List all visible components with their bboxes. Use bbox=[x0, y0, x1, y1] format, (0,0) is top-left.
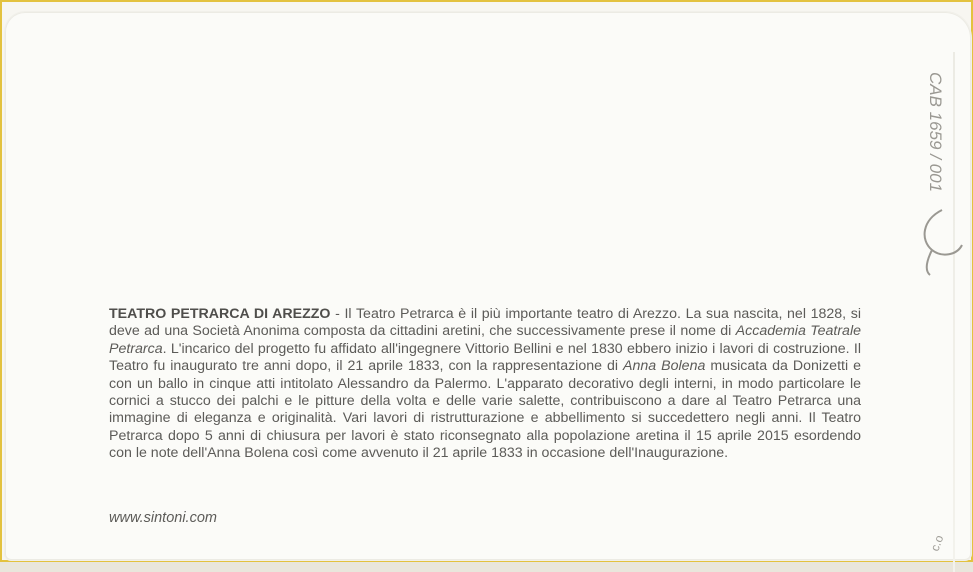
pencil-annotation bbox=[902, 60, 972, 280]
corner-pencil-mark bbox=[927, 532, 960, 556]
body-text-3: musicata da Donizetti e con un ballo in cinque atti intitolato Alessandro da Palermo. L'apparato decorativo degli interni, in modo particolare le cornici a stucco dei palchi e le pitture della volta e delle varie salette, contribuiscono a dare al Teatro Petrarca una immagine di eleganza e originalità. Vari lavori di ristrutturazione e abbellimento si succedettero negli anni. Il Teatro Petrarca dopo 5 anni di chiusura per lavori è stato riconsegnato alla popolazione aretina il 15 aprile 2015 esordendo con le note dell'Anna Bolena così come avvenuto il 21 aprile 1833 in occasione dell'Inaugurazione. bbox=[109, 358, 861, 462]
corner-mark-text: c.o bbox=[927, 533, 947, 554]
signature-scribble bbox=[925, 210, 962, 275]
body-text-1: Il Teatro Petrarca è il più importante teatro di Arezzo. La sua nascita, nel 1828, si deve ad una Società Anonima composta da cittadini aretini, che successivamente prese il nome di bbox=[109, 306, 861, 340]
body-text-2: . L'incarico del progetto fu affidato all'ingegnere Vittorio Bellini e nel 1830 ebbero inizio i lavori di costruzione. Il Teatro fu inaugurato tre anni dopo, il 21 aprile 1833, con la rappresentazione di bbox=[109, 340, 861, 375]
website-link: www.sintoni.com bbox=[109, 510, 217, 526]
heading-separator: - bbox=[330, 306, 345, 322]
body-italic-2: Anna Bolena bbox=[623, 358, 706, 375]
envelope-back bbox=[5, 12, 971, 560]
annotation-text: CAB 1659 / 001 bbox=[926, 72, 945, 193]
body-italic-1: Accademia Teatrale Petrarca bbox=[109, 323, 861, 357]
heading: TEATRO PETRARCA DI AREZZO bbox=[109, 306, 331, 322]
description-paragraph bbox=[109, 306, 861, 463]
